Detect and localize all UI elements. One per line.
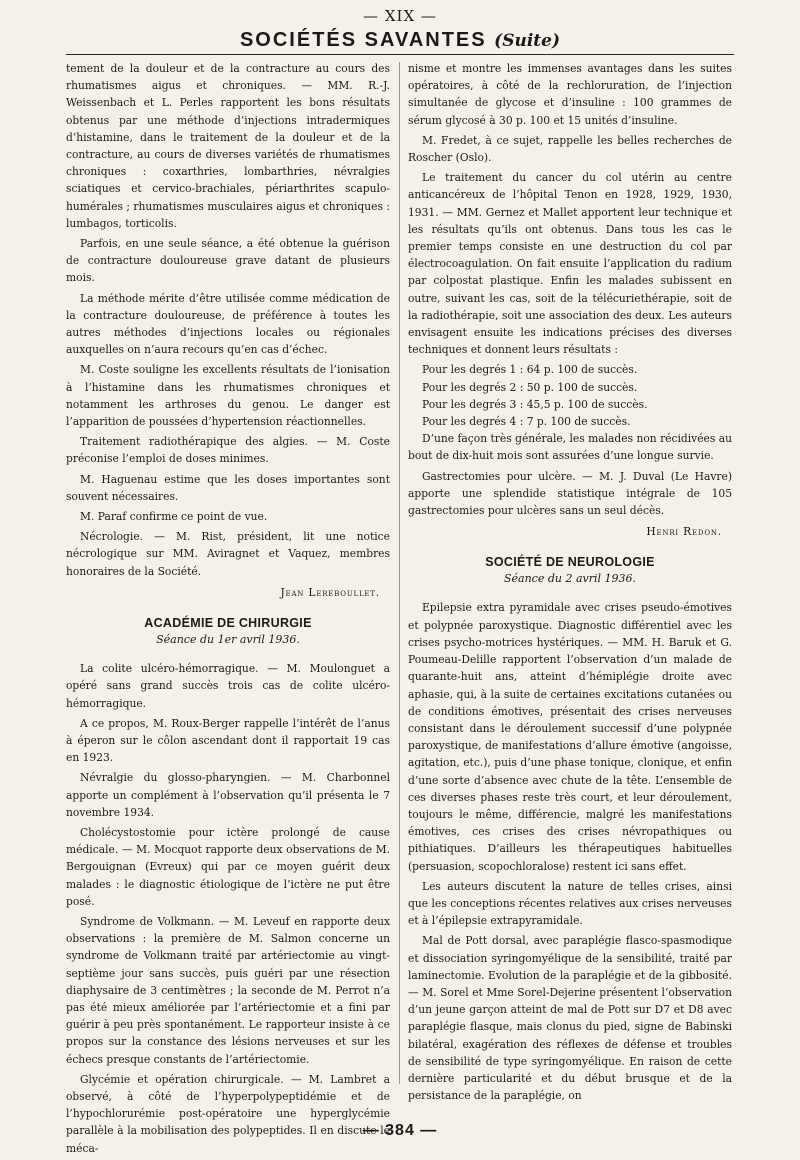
signature-lereboullet: Jean Lereboullet. [280, 585, 380, 599]
paragraph-radiotherapie: Traitement radiothérapique des algies. — M. Coste préconise l’emploi de doses minimes. [66, 435, 390, 466]
signature-redon: Henri Redon. [646, 525, 722, 539]
paragraph-gastrectomies: Gastrectomies pour ulcère. — M. J. Duval (Le Havre) apporte une splendide statistique intégrale de 105 gastrectomies pour ulcères sans un seul décès. [408, 469, 732, 518]
paragraph-rhumatismes: tement de la douleur et de la contracture au cours des rhumatismes aigus et chroniques. — MM. R.-J. Weissenbach et L. Perles rapportent les bons résultats obtenus par une méthode d’injections intradermiques d’histamine, dans le traitement de la douleur et de la contracture, au cours de diverses variétés de rhumatismes chroniques : coxarthries, lombarthries, névralgies sciatiques et cervico-brachiales, périarthrites scapulo-humérales ; rhumatismes musculaires aigus et chroniques : lumbagos, torticolis. [66, 62, 390, 230]
right-column [408, 60, 732, 1107]
section-date: Séance du 1er avril 1936. [156, 633, 300, 647]
paragraph-colite: La colite ulcéro-hémorragique. — M. Moulonguet a opéré sans grand succès trois cas de colite ulcéro-hémorragique. [66, 662, 390, 710]
section-date: Séance du 2 avril 1936. [503, 572, 637, 586]
paragraph-epilepsie: Epilepsie extra pyramidale avec crises pseudo-émotives et polypnée paroxystique. Diagnostic différentiel avec les crises psycho-motrices hystériques. — MM. H. Baruk et G. Poumeau-Delille rapportent l’observation d’un malade de quarante-huit ans, atteint d’hémiplégie droite avec aphasie, qui, à la suite de certaines excitations cutanées ou de conditions émotives, présentait des crises nerveuses consistant dans le déroulement successif d’une polypnée paroxystique, de manifestations d’allure émotive (angoisse, agitation, etc.), puis d’une phase tonique, clonique, et enfin d’une sorte d’absence avec chute de la tête. L’ensemble de ces diverses phases reste très court, et leur déroulement, toujours le même, différencie, malgré les manifestations émotives, ces crises des crises névropathiques ou pithiatiques. D’ailleurs les thérapeutiques habituelles (persuasion, scopochloralose) restent ici sans effet. [408, 601, 732, 873]
paragraph: Les auteurs discutent la nature de telles crises, ainsi que les conceptions récentes relatives aux crises nerveuses et à l’épilepsie extrapyramidale. [408, 879, 732, 928]
paragraph-cholecystostomie: Cholécystostomie pour ictère prolongé de cause médicale. — M. Mocquot rapporte deux observations de M. Bergouignan (Evreux) qui par ce moyen guérit deux malades : le diagnostic étiologique de l’ictère ne put être posé. [66, 825, 390, 908]
roman-folio: — XIX — [363, 7, 437, 25]
paragraph: D’une façon très générale, les malades non récidivées au bout de dix-huit mois sont assurées d’une longue survie. [408, 432, 732, 463]
running-title-suite: (Suite) [494, 31, 561, 51]
result-line: Pour les degrés 4 : 7 p. 100 de succès. [422, 415, 631, 429]
running-title [66, 26, 734, 55]
paragraph: M. Paraf confirme ce point de vue. [80, 510, 268, 524]
left-column [66, 60, 390, 1160]
paragraph-glycemie: Glycémie et opération chirurgicale. — M. Lambret a observé, à côté de l’hyperpolypeptidémie et de l’hypochlorurémie post-opératoire une hyperglycémie parallèle à la mobilisation des polypeptides. Il en discute le méca- [66, 1072, 390, 1155]
paragraph: M. Haguenau estime que les doses importantes sont souvent nécessaires. [66, 472, 390, 503]
paragraph-mal-de-pott: Mal de Pott dorsal, avec paraplégie flasco-spasmodique et dissociation syringomyélique de la sensibilité, traité par laminectomie. Evolution de la paraplégie et de la gibbosité. — M. Sorel et Mme Sorel-Dejerine présentent l’observation d’un jeune garçon atteint de mal de Pott sur D7 et D8 avec paraplégie flasque, mais clonus du pied, signe de Babinski bilatéral, exagération des réflexes de défense et troubles de sensibilité de type syringomyélique. En raison de cette dernière particularité et du début brusque et de la persistance de la paraplégie, on [408, 934, 732, 1103]
paragraph-necrologie: Nécrologie. — M. Rist, président, lit une notice nécrologique sur MM. Aviragnet et Vaquez, membres honoraires de la Société. [66, 530, 390, 578]
section-title-societe-neurologie: SOCIÉTÉ DE NEUROLOGIE [485, 555, 655, 570]
paragraph: A ce propos, M. Roux-Berger rappelle l’intérêt de l’anus à éperon sur le côlon ascendant dont il rapportait 19 cas en 1923. [66, 716, 390, 765]
paragraph-nevralgie: Névralgie du glosso-pharyngien. — M. Charbonnel apporte un complément à l’observation qu’il présenta le 7 novembre 1934. [66, 771, 390, 819]
result-line: Pour les degrés 1 : 64 p. 100 de succès. [422, 363, 638, 377]
page-number: — 384 — [362, 1122, 438, 1139]
section-title-academie-chirurgie: ACADÉMIE DE CHIRURGIE [144, 616, 312, 631]
paragraph: La méthode mérite d’être utilisée comme médication de la contracture douloureuse, de préférence à toutes les autres méthodes d’injections locales ou régionales auxquelles on n’aura recours qu’en cas d’échec. [66, 291, 390, 357]
result-line: Pour les degrés 3 : 45,5 p. 100 de succès. [422, 397, 648, 411]
paragraph-volkmann: Syndrome de Volkmann. — M. Leveuf en rapporte deux observations : la première de M. Salmon concerne un syndrome de Volkmann traité par artériectomie au vingt-septième jour sans succès, puis guéri par une résection diaphysaire de 3 centimètres ; la seconde de M. Perrot n’a pas été mieux améliorée par l’artériectomie et a fini par guérir à peu près spontanément. Le rapporteur insiste à ce propos sur la constance des lésions nerveuses et sur les échecs presque constants de l’artériectomie. [66, 914, 390, 1066]
column-divider [399, 62, 400, 1084]
paragraph: M. Fredet, à ce sujet, rappelle les belles recherches de Roscher (Oslo). [408, 133, 732, 165]
paragraph-continuation: nisme et montre les immenses avantages dans les suites opératoires, à côté de la rechloruration, de l’injection simultanée de glycose et d’insuline : 100 grammes de sérum glycosé à 30 p. 100 et 15 unités d’insuline. [408, 62, 732, 127]
result-line: Pour les degrés 2 : 50 p. 100 de succès. [422, 380, 638, 394]
paragraph: Parfois, en une seule séance, a été obtenue la guérison de contracture douloureuse grave datant de plusieurs mois. [66, 237, 390, 285]
running-title-main: SOCIÉTÉS SAVANTES [239, 29, 487, 51]
paragraph: M. Coste souligne les excellents résultats de l’ionisation à l’histamine dans les rhumatismes chroniques et notamment les arthroses du genou. Le danger est l’apparition de poussées d’hypertension réactionnelles. [66, 363, 390, 429]
paragraph-cancer-col: Le traitement du cancer du col utérin au centre anticancéreux de l’hôpital Tenon en 1928, 1929, 1930, 1931. — MM. Gernez et Mallet apportent leur technique et les résultats qu’ils ont obtenus. Dans tous les cas le premier temps consiste en une destruction du col par électrocoagulation. On fait ensuite l’application du radium par colpostat plastique. Enfin les malades subissent en outre, suivant les cas, soit de la télécuriethérapie, soit de la radiothérapie, soit une association des deux. Les auteurs envisagent ensuite les indications précises des diverses techniques et donnent leurs résultats : [408, 171, 732, 357]
